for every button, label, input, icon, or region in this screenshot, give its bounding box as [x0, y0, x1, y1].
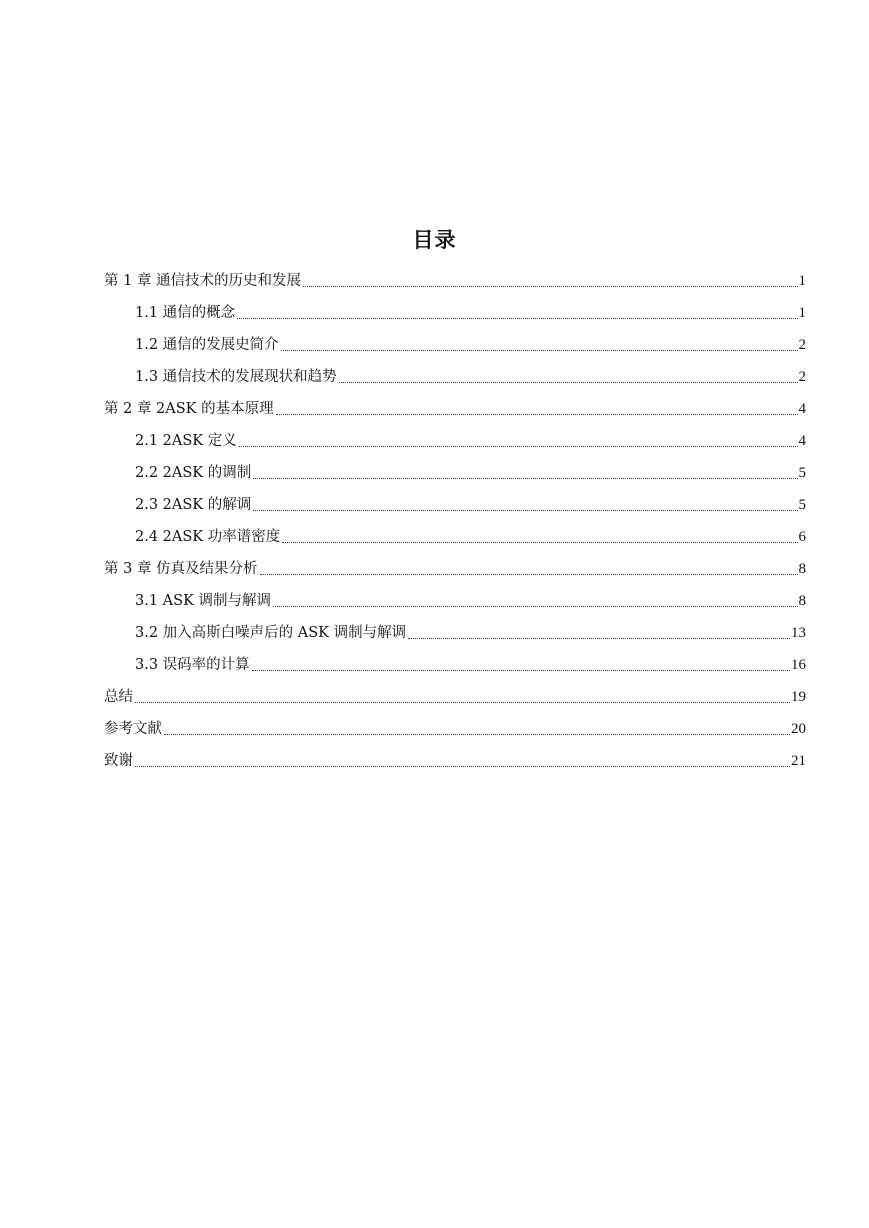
toc-dot-leader [303, 286, 797, 287]
toc-entry-label: 第 1 章 通信技术的历史和发展 [104, 273, 302, 289]
toc-chapter-entry[interactable] [104, 265, 806, 297]
toc-section-entry[interactable] [104, 361, 806, 393]
toc-entry-label: 3.2 加入高斯白噪声后的 ASK 调制与解调 [135, 625, 407, 641]
toc-entry-label: 总结 [104, 689, 133, 705]
toc-entry-label: 2.4 2ASK 功率谱密度 [135, 529, 281, 545]
toc-page-number: 2 [798, 337, 806, 353]
toc-page-number: 6 [798, 529, 806, 545]
toc-page-number: 21 [791, 753, 806, 769]
toc-page-number: 1 [798, 305, 806, 321]
toc-dot-leader [339, 382, 798, 383]
toc-section-entry[interactable] [104, 297, 806, 329]
toc-dot-leader [282, 542, 797, 543]
toc-dot-leader [253, 510, 797, 511]
toc-chapter-entry[interactable] [104, 681, 806, 713]
toc-entry-label: 1.1 通信的概念 [135, 305, 236, 321]
toc-page-number: 8 [798, 561, 806, 577]
toc-section-entry[interactable] [104, 521, 806, 553]
toc-dot-leader [253, 478, 797, 479]
toc-section-entry[interactable] [104, 425, 806, 457]
toc-page-number: 19 [791, 689, 806, 705]
toc-entry-label: 第 2 章 2ASK 的基本原理 [104, 401, 274, 417]
toc-title: 目录 [412, 228, 457, 252]
toc-page-number: 2 [798, 369, 806, 385]
toc-dot-leader [135, 702, 790, 703]
toc-dot-leader [135, 766, 790, 767]
toc-entry-label: 致谢 [104, 753, 133, 769]
toc-section-entry[interactable] [104, 489, 806, 521]
toc-entry-label: 3.3 误码率的计算 [135, 657, 250, 673]
toc-page-number: 1 [798, 273, 806, 289]
toc-page-number: 20 [791, 721, 806, 737]
toc-page-number: 4 [798, 401, 806, 417]
toc-section-entry[interactable] [104, 617, 806, 649]
toc-section-entry[interactable] [104, 329, 806, 361]
toc-entry-label: 2.3 2ASK 的解调 [135, 497, 252, 513]
toc-entry-label: 2.2 2ASK 的调制 [135, 465, 252, 481]
toc-dot-leader [276, 414, 798, 415]
toc-page-number: 4 [798, 433, 806, 449]
toc-page-number: 16 [791, 657, 806, 673]
toc-page-number: 5 [798, 497, 806, 513]
toc-page-number: 8 [798, 593, 806, 609]
toc-dot-leader [252, 670, 790, 671]
toc-page-number: 13 [791, 625, 806, 641]
toc-section-entry[interactable] [104, 585, 806, 617]
toc-dot-leader [260, 574, 798, 575]
toc-dot-leader [164, 734, 790, 735]
toc-dot-leader [239, 446, 798, 447]
toc-entry-label: 2.1 2ASK 定义 [135, 433, 237, 449]
toc-entry-label: 1.3 通信技术的发展现状和趋势 [135, 369, 337, 385]
toc-section-entry[interactable] [104, 649, 806, 681]
table-of-contents [104, 265, 806, 777]
toc-page-number: 5 [798, 465, 806, 481]
toc-dot-leader [273, 606, 797, 607]
toc-chapter-entry[interactable] [104, 553, 806, 585]
toc-chapter-entry[interactable] [104, 745, 806, 777]
toc-section-entry[interactable] [104, 457, 806, 489]
toc-entry-label: 参考文献 [104, 721, 162, 737]
toc-dot-leader [281, 350, 798, 351]
toc-entry-label: 第 3 章 仿真及结果分析 [104, 561, 258, 577]
toc-chapter-entry[interactable] [104, 713, 806, 745]
toc-entry-label: 3.1 ASK 调制与解调 [135, 593, 272, 609]
toc-dot-leader [237, 318, 797, 319]
toc-entry-label: 1.2 通信的发展史简介 [135, 337, 279, 353]
toc-chapter-entry[interactable] [104, 393, 806, 425]
toc-dot-leader [408, 638, 790, 639]
